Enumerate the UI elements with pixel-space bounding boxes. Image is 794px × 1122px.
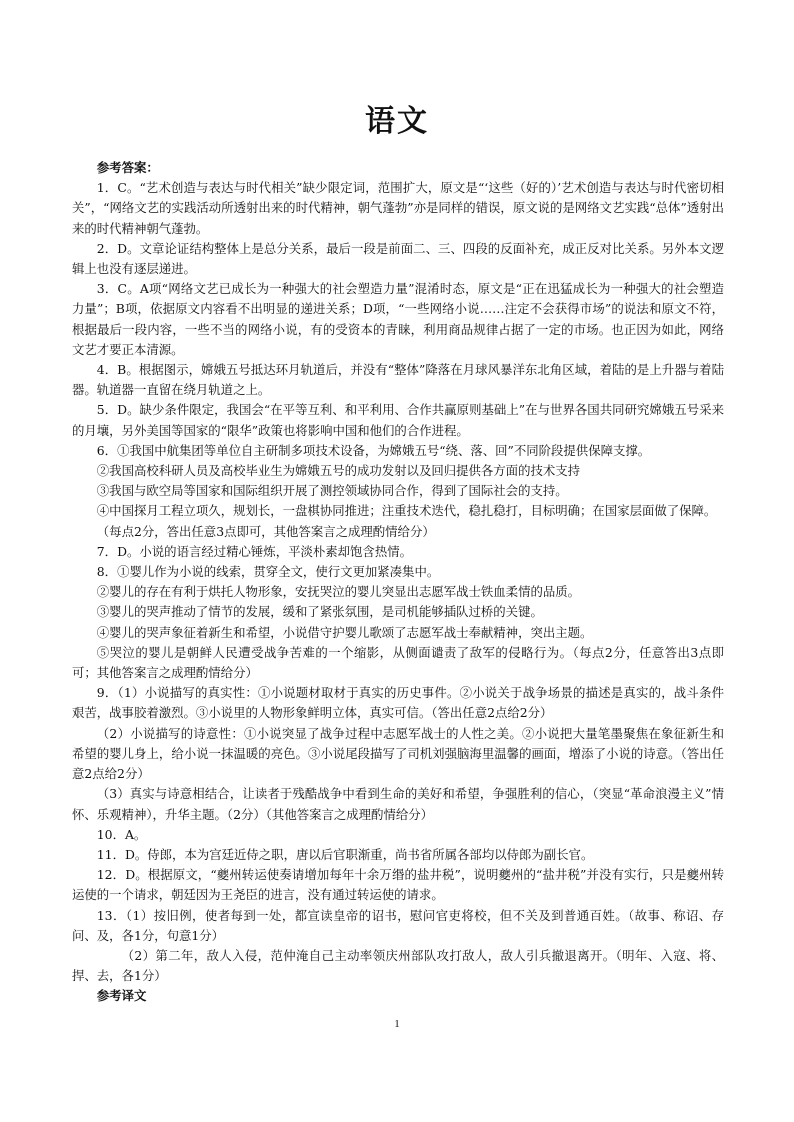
answer-paragraph: 1．C。“艺术创造与表达与时代相关”缺少限定词，范围扩大，原文是“‘这些（好的）’艺术创造与表达与时代密切相关”，“网络文艺的实践活动所透射出来的时代精神，朝气蓬勃”亦是同样的错误，原文说的是网络文艺实践“总体”透射出来的时代精神朝气蓬勃。 bbox=[72, 180, 724, 236]
answer-paragraph: ④中国探月工程立项久，规划长，一盘棋协同推进；注重技术迭代，稳扎稳打，目标明确；在国家层面做了保障。 bbox=[96, 503, 717, 519]
answer-paragraph: 12．D。根据原文，“夔州转运使奏请增加每年十余万缗的盐井税”，说明夔州的“盐井税”并没有实行，只是夔州转运使的一个请求，朝廷因为王尧臣的进言，没有通过转运使的请求。 bbox=[72, 867, 724, 903]
answer-paragraph: ②婴儿的存在有利于烘托人物形象，安抚哭泣的婴儿突显出志愿军战士铁血柔情的品质。 bbox=[96, 584, 581, 600]
answer-paragraph: 8．①婴儿作为小说的线索，贯穿全文，使行文更加紧凑集中。 bbox=[96, 564, 440, 580]
answer-paragraph: ⑤哭泣的婴儿是朝鲜人民遭受战争苦难的一个缩影，从侧面谴责了敌军的侵略行为。（每点2分，任意答出3点即可；其他答案言之成理酌情给分） bbox=[72, 644, 724, 681]
page-title: 语文 bbox=[365, 104, 429, 139]
translation-heading: 参考译文 bbox=[96, 988, 147, 1004]
answer-paragraph: 4．B。根据图示，嫦娥五号抵达环月轨道后，并没有“整体”降落在月球风暴洋东北角区域，着陆的是上升器与着陆器。轨道器一直留在绕月轨道之上。 bbox=[72, 362, 724, 398]
answer-paragraph: 3．C。A项“网络文艺已成长为一种强大的社会塑造力量”混淆时态，原文是“正在迅猛成长为一种强大的社会塑造力量”；B项，依据原文内容看不出明显的递进关系；D项，“一些网络小说……注定不会获得市场”的说法和原文不符，根据最后一段内容，一些不当的网络小说，有的受资本的青睐，利用商品规律占据了一定的市场。也正因为如此，网络文艺才要正本清源。 bbox=[72, 281, 724, 357]
answers-heading: 参考答案： bbox=[96, 160, 159, 175]
answer-paragraph: 5．D。缺少条件限定，我国会“在平等互利、和平利用、合作共赢原则基础上”在与世界各国共同研究嫦娥五号采来的月壤，另外美国等国家的“限华”政策也将影响中国和他们的合作进程。 bbox=[72, 402, 724, 438]
answer-paragraph: ③我国与欧空局等国家和国际组织开展了测控领域协同合作，得到了国际社会的支持。 bbox=[96, 483, 568, 499]
answer-paragraph: （2）小说描写的诗意性：①小说突显了战争过程中志愿军战士的人性之美。②小说把大量笔墨聚焦在象征新生和希望的婴儿身上，给小说一抹温暖的亮色。③小说尾段描写了司机刘强脑海里温馨的画面，增添了小说的诗意。（答出任意2点给2分） bbox=[72, 725, 724, 782]
page-number: 1 bbox=[394, 1018, 400, 1030]
answer-paragraph: ③婴儿的哭声推动了情节的发展，缓和了紧张氛围，是司机能够插队过桥的关键。 bbox=[96, 604, 543, 620]
answer-paragraph: （3）真实与诗意相结合，让读者于残酷战争中看到生命的美好和希望，争强胜利的信心，（突显“革命浪漫主义”情怀、乐观精神），升华主题。（2分）（其他答案言之成理酌情给分） bbox=[72, 786, 724, 822]
answer-paragraph: 11．D。侍郎，本为宫廷近侍之职，唐以后官职渐重，尚书省所属各部均以侍郎为副长官。 bbox=[96, 846, 594, 862]
answer-paragraph: ④婴儿的哭声象征着新生和希望，小说借守护婴儿歌颂了志愿军战士奉献精神，突出主题。 bbox=[96, 624, 593, 640]
answer-paragraph: ②我国高校科研人员及高校毕业生为嫦娥五号的成功发射以及回归提供各方面的技术支持 bbox=[96, 463, 581, 479]
answer-paragraph: （2）第二年，敌人入侵，范仲淹自己主动率领庆州部队攻打敌人，敌人引兵撤退离开。（明年、入寇、将、捍、去，各1分） bbox=[72, 947, 724, 984]
answer-paragraph: 13．（1）按旧例，使者每到一处，都宣读皇帝的诏书，慰问官吏将校，但不关及到普通百姓。（故事、称诏、存问、及，各1分，句意1分） bbox=[72, 907, 724, 943]
answer-content bbox=[72, 158, 724, 1007]
answer-paragraph: （每点2分，答出任意3点即可，其他答案言之成理酌情给分） bbox=[96, 523, 435, 539]
answer-paragraph: 2．D。文章论证结构整体上是总分关系，最后一段是前面二、三、四段的反面补充，成正反对比关系。另外本文逻辑上也没有逐层递进。 bbox=[72, 240, 724, 277]
answer-paragraph: 7．D。小说的语言经过精心锤炼，平淡朴素却饱含热情。 bbox=[96, 543, 412, 559]
answer-paragraph: 9．（1）小说描写的真实性：①小说题材取材于真实的历史事件。②小说关于战争场景的描述是真实的，战斗条件艰苦，战事胶着激烈。③小说里的人物形象鲜明立体，真实可信。（答出任意2点给2分） bbox=[72, 685, 724, 721]
answer-paragraph: 6．①我国中航集团等单位自主研制多项技术设备，为嫦娥五号“绕、落、回”不同阶段提供保障支撑。 bbox=[96, 442, 651, 458]
answer-paragraph: 10．A。 bbox=[96, 826, 147, 842]
